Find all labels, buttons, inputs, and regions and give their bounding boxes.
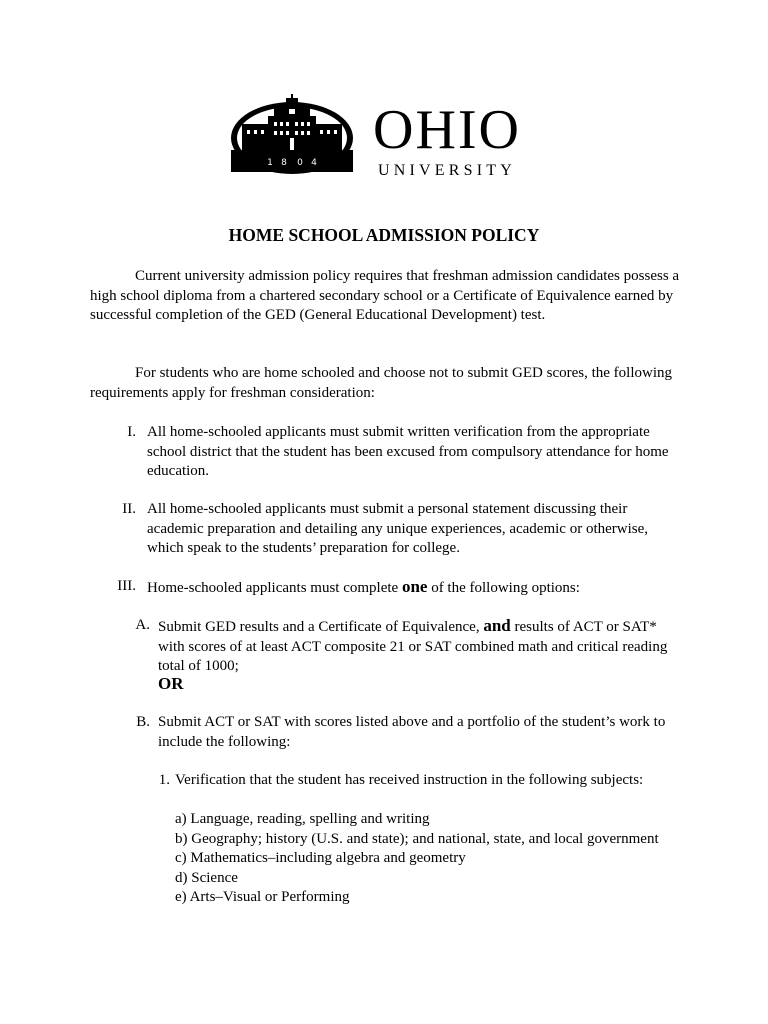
option-conjunction-or: OR	[158, 674, 184, 693]
requirement-text-part: of the following options:	[427, 580, 580, 596]
logo-wordmark-ohio: OHIO	[373, 99, 521, 161]
logo-wordmark-university: UNIVERSITY	[378, 162, 516, 179]
page-title: HOME SCHOOL ADMISSION POLICY	[228, 225, 540, 245]
subject-item: d) Science	[175, 869, 238, 886]
option-text	[158, 616, 678, 677]
emphasis-and: and	[483, 616, 511, 635]
subjects-list	[175, 810, 675, 908]
option-letter: B.	[136, 714, 150, 730]
option-letter: A.	[135, 617, 150, 633]
seal-year-digit: 4	[311, 158, 317, 168]
seal-year-digit: 8	[281, 158, 287, 168]
option-text: Submit ACT or SAT with scores listed above and a portfolio of the student’s work to include the following:	[158, 714, 666, 750]
requirement-number: I.	[127, 424, 136, 440]
option-text-part: Submit GED results and a Certificate of Equivalence,	[158, 619, 484, 635]
emphasis-one: one	[401, 577, 428, 596]
subject-item: c) Mathematics–including algebra and geometry	[175, 850, 466, 866]
portfolio-item-number: 1.	[158, 772, 170, 788]
subject-item: a) Language, reading, spelling and writing	[175, 811, 430, 827]
requirement-text-part: Home-schooled applicants must complete	[147, 580, 402, 596]
subject-item: e) Arts–Visual or Performing	[175, 889, 350, 905]
option-text-part: results of ACT or SAT* with scores of at least ACT composite 21 or SAT combined math and critical reading total of 1000;	[158, 619, 668, 674]
requirement-text: All home-schooled applicants must submit written verification from the appropriate school district that the student has been excused from compulsory attendance for home education.	[147, 424, 669, 479]
portfolio-item-text: Verification that the student has received instruction in the following subjects:	[175, 772, 644, 788]
seal-year-digit: 1	[267, 158, 273, 168]
university-building-seal-icon	[228, 94, 356, 178]
requirement-number: III.	[117, 578, 136, 594]
intro-paragraph: Current university admission policy requires that freshman admission candidates possess a high school diploma from a chartered secondary school or a Certificate of Equivalence earned by successful completion of the GED (General Educational Development) test.	[90, 268, 680, 323]
requirement-text	[147, 577, 707, 599]
subject-item: b) Geography; history (U.S. and state); and national, state, and local government	[175, 830, 659, 847]
ohio-university-logo	[228, 94, 546, 186]
requirement-number: II.	[122, 501, 136, 517]
requirement-text: All home-schooled applicants must submit a personal statement discussing their academic preparation and detailing any unique experiences, academic or otherwise, which speak to the students’ preparation for college.	[147, 501, 649, 556]
seal-year-digit: 0	[297, 158, 303, 168]
second-paragraph: For students who are home schooled and choose not to submit GED scores, the following requirements apply for freshman consideration:	[90, 365, 672, 401]
